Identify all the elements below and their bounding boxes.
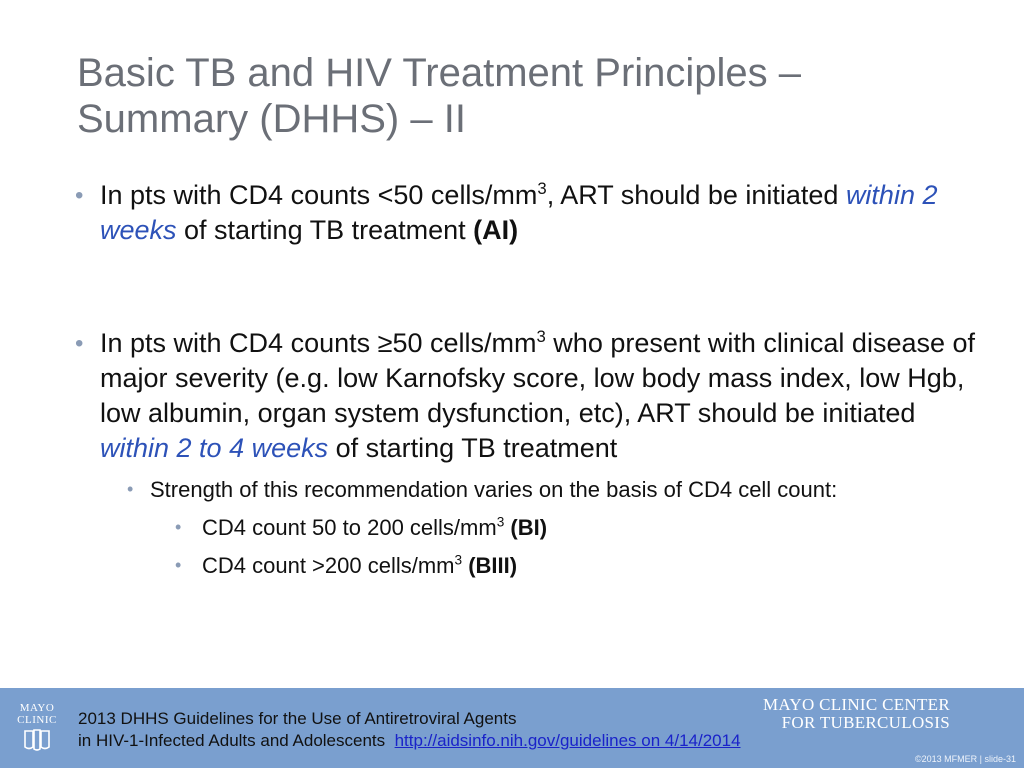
- bullet2-text-3: of starting TB treatment: [328, 433, 618, 463]
- sub-sub-grade: (BIII): [468, 553, 518, 578]
- slide-body: [75, 178, 975, 580]
- logo-text-line1: MAYO: [19, 702, 55, 714]
- bullet1-text-3: of starting TB treatment: [176, 215, 474, 245]
- sub-sub-bullet-over-200: [175, 551, 975, 580]
- sub-sub-sup: 3: [496, 514, 505, 530]
- bullet1-grade: (AI): [473, 215, 519, 245]
- bullet2-emphasis: within 2 to 4 weeks: [100, 433, 329, 463]
- citation-line2: in HIV-1-Infected Adults and Adolescents: [78, 731, 386, 750]
- footer-band: [0, 688, 1024, 768]
- citation-line2-row: [78, 730, 741, 752]
- mayo-clinic-logo: [12, 702, 62, 756]
- sub-sub-bullet-50-200: [175, 513, 975, 542]
- center-name-line1: MAYO CLINIC CENTER: [762, 695, 950, 714]
- bullet2-text-1: In pts with CD4 counts ≥50 cells/mm: [100, 328, 537, 358]
- sub-sub-text: CD4 count 50 to 200 cells/mm: [202, 515, 497, 540]
- center-name-line2: FOR TUBERCULOSIS: [781, 713, 950, 732]
- bullet1-text-2: , ART should be initiated: [546, 180, 846, 210]
- bullet1-text-1: In pts with CD4 counts <50 cells/mm: [100, 180, 538, 210]
- bullet-cd4-50-plus: [75, 326, 975, 466]
- sub-sub-grade: (BI): [510, 515, 548, 540]
- citation: [78, 708, 741, 752]
- guidelines-link[interactable]: http://aidsinfo.nih.gov/guidelines on 4/14/2014: [394, 731, 741, 750]
- copyright-slide-number: ©2013 MFMER | slide-31: [914, 754, 1016, 764]
- citation-line1: 2013 DHHS Guidelines for the Use of Antiretroviral Agents: [78, 709, 517, 728]
- bullet2-text-2: who present with clinical disease of major severity (e.g. low Karnofsky score, low body mass index, low Hgb, low albumin, organ system dysfunction, etc), ART should be initiated: [100, 328, 976, 428]
- bullet-cd4-under-50: [75, 178, 975, 248]
- center-name: [763, 696, 950, 732]
- sub-bullet-strength: • Strength of this recommendation varies on the basis of CD4 cell count:: [127, 475, 975, 504]
- bullet1-emphasis: within 2 weeks: [100, 180, 938, 245]
- bullet1-sup: 3: [537, 179, 547, 198]
- logo-text-line2: CLINIC: [17, 714, 57, 726]
- bullet2-sup: 3: [536, 327, 546, 346]
- shield-icon: [22, 729, 52, 751]
- slide-title: Basic TB and HIV Treatment Principles – Summary (DHHS) – II: [77, 51, 802, 141]
- sub-sub-sup: 3: [454, 552, 463, 568]
- sub-sub-text: CD4 count >200 cells/mm: [202, 553, 455, 578]
